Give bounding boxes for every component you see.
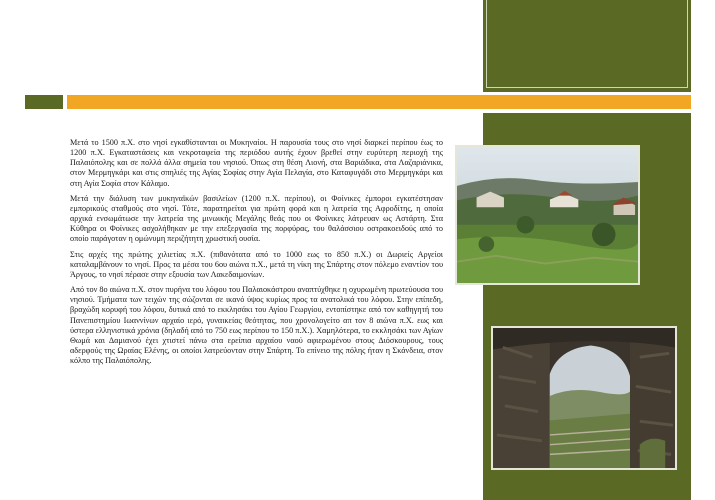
stone-arch-image bbox=[493, 328, 675, 468]
paragraph-dorians: Στις αρχές της πρώτης χιλιετίας π.Χ. (πιθανότατα από το 1000 εως το 850 π.Χ.) οι Δωριείς Αργείοι καταλαμβάνουν το νησί. Προς τα μέσα του 6ου αιώνα π.Χ., μετά τη νίκη της Σπάρτης στον πόλεμο εναντίον του Άργους, το νησί πέρασε στην εξουσία των Λακεδαιμονίων. bbox=[70, 249, 443, 279]
village-landscape-image bbox=[457, 147, 638, 283]
paragraph-mycenaeans: Μετά το 1500 π.Χ. στο νησί εγκαθίστανται οι Μυκηναίοι. Η παρουσία τους στο νησί διαρκεί περίπου έως το 1200 π.Χ. Εγκαταστάσεις και νεκροταφεία της περιόδου αυτής έχουν βρεθεί στην ευρύτερη περιοχή της Παλαιόπολης και σε πολλά άλλα σημεία του νησιού. Όπως στη θέση Λιονή, στα Βαριάδικα, στα Λαζαριάνικα, στον Μερμηγκάρι και στις σπηλιές της Αγίας Σοφίας στην Αγία Πελαγία, στο Καταφυγάδι στο Μερμηγκάρι και στη Αγία Σοφία στον Κάλαμο. bbox=[70, 138, 443, 188]
top-olive-box-frame bbox=[486, 0, 688, 88]
top-olive-box bbox=[483, 0, 691, 92]
paragraph-palaiokastro: Από τον 8ο αιώνα π.Χ. στον πυρήνα του λόφου του Παλαιοκάστρου αναπτύχθηκε η οχυρωμένη πρωτεύουσα του νησιού. Τμήματα των τειχών της σώζονται σε ικανό ύψος κυρίως προς τα ανατολικά του λόφου. Στην επίπεδη, βραχώδη κορυφή του λόφου, δυτικά από το εκκλησάκι του Αγίου Γεωργίου, εντοπίστηκε από τον καθηγητή του Πανεπιστημίου Ιωαννίνων αρχαίο ιερό, γυναικείας θεότητας, που χρονολογείτο απ τον 8 αιώνα π.Χ. εως και ύστερα ελληνιστικά χρόνια (δηλαδή από το 750 εως περίπου το 150 π.Χ.). Χαμηλότερα, το εκκλησάκι των Αγίων Θωμά και Δαμιανού έχει χτιστεί πάνω στα ερείπια αρχαίου ναού αφιερωμένου στους Διόσκουρους, τους αδερφούς της Ωραίας Ελένης, οι οποίοι λατρεύονταν στην Σπάρτη. Το επίνειο της πόλης ήταν η Σκάνδεια, στον κόλπο της Παλαιόπολης. bbox=[70, 285, 443, 366]
history-text bbox=[70, 138, 443, 371]
header-band-olive bbox=[25, 95, 63, 109]
header-band-orange bbox=[67, 95, 691, 109]
paragraph-phoenicians: Μετά την διάλυση των μυκηναϊκών βασιλείων (1200 π.Χ. περίπου), οι Φοίνικες έμποροι εγκατέστησαν εμπορικούς σταθμούς στο νησί. Τότε, παρατηρείται για πρώτη φορά και η λατρεία της Αφροδίτης, η οποία αρχικά ενσωμάτωσε την λατρεία της μινωικής Μεγάλης θεάς που οι Φοίνικες λάτρευαν ως Αστάρτη. Στα Κύθηρα οι Φοίνικες ασχολήθηκαν με την επεξεργασία της πορφύρας, του θαλάσσιου οστρακοειδούς από το οποίο παράγοταν η ομώνυμη περιζήτητη χρωστική ουσία. bbox=[70, 193, 443, 244]
village-landscape-photo bbox=[455, 145, 640, 285]
stone-arch-photo bbox=[491, 326, 677, 470]
